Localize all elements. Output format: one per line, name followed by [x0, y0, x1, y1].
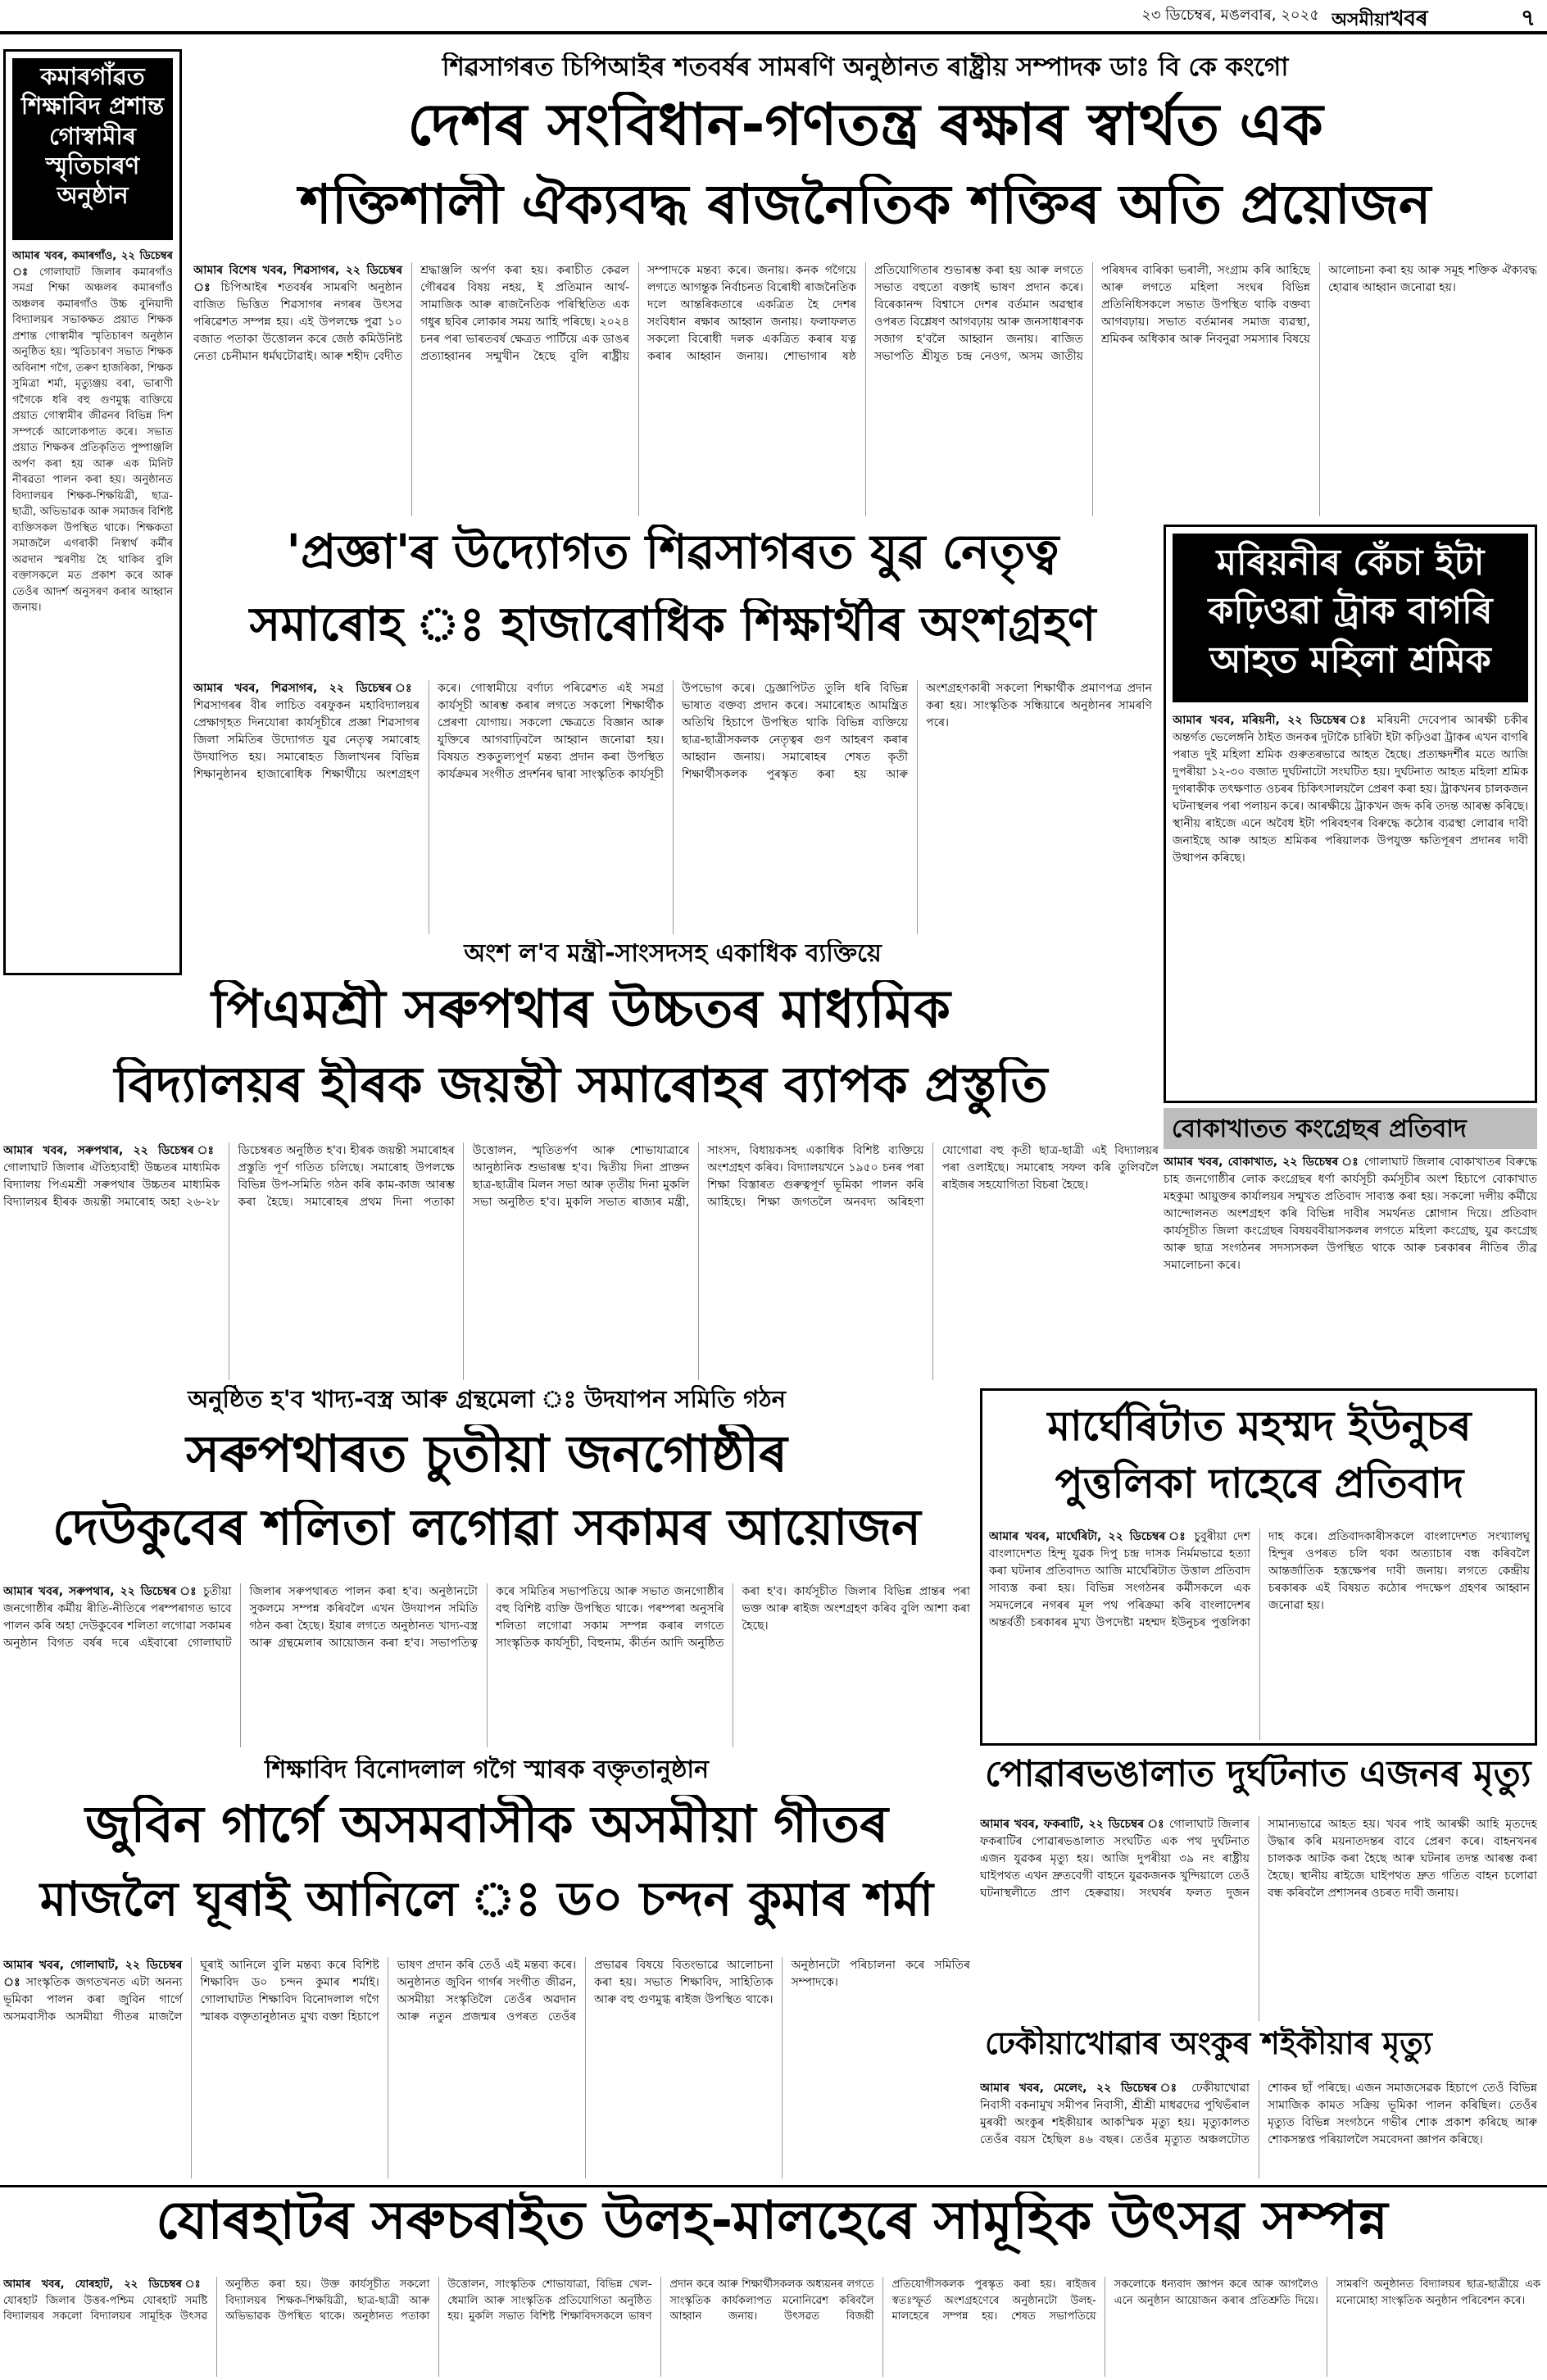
- accident-text: গোলাঘাট জিলাৰ ফকৰাটিৰ পোৱাৰভঙালাত সংঘটিত এক পথ দুৰ্ঘটনাত এজন যুৱকৰ মৃত্যু হয়। আজি দুপৰীয়া ৩৯ নং ৰাষ্ট্ৰীয় ঘাইপথত এখন দ্ৰুতবেগী বাহনে যুৱকজনক খুন্দিয়ালে তেওঁ ঘটনাস্থলীতে প্ৰাণ হেৰুৱায়। সংঘৰ্ষৰ ফলত দুজন সামান্যভাৱে আহত হয়। খবৰ পাই আৰক্ষী আহি মৃতদেহ উদ্ধাৰ কৰি ময়নাতদন্তৰ বাবে প্ৰেৰণ কৰে। বাহনখনৰ চালকক আটক কৰা হৈছে আৰু ঘটনাৰ তদন্ত আৰম্ভ কৰা হৈছে। স্থানীয় ৰাইজে ঘাইপথত দ্ৰুত গতিত বাহন চলোৱা বন্ধ কৰিবলৈ প্ৰশাসনৰ ওচৰত দাবী জনায়।: [980, 1818, 1537, 1900]
- masthead-paper-name: অসমীয়াখবৰ: [1332, 7, 1428, 30]
- chutia-kicker: অনুষ্ঠিত হ'ব খাদ্য-বস্ত্ৰ আৰু গ্ৰন্থমেলা ঃ উদযাপন সমিতি গঠন: [188, 1385, 786, 1413]
- jorhat-headline: যোৰহাটৰ সৰুচৰাইত উলহ-মালহেৰে সামূহিক উৎসৱ সম্পন্ন: [156, 2192, 1388, 2251]
- story1-headline-line2: শক্তিশালী ঐক্যবদ্ধ ৰাজনৈতিক শক্তিৰ অতি প্ৰয়োজন: [299, 174, 1431, 236]
- jorhat-dateline: আমাৰ খবৰ, যোৰহাট, ২২ ডিচেম্বৰ ঃ: [3, 2278, 208, 2291]
- story1-text: চিপিআইৰ শতবৰ্ষৰ সামৰণি অনুষ্ঠান বাজিত ভিত্তিত শিৱসাগৰ নগৰৰ উৎসৱ পৰিৱেশত সম্পন্ন হয়। এই উপলক্ষে পুৱা ১০ বজাত পতাকা উত্তোলন কৰে জেষ্ঠ কমিউনিষ্ট নেতা চেনীমান ধৰ্মঘটোৱাই। আৰু শহীদ বেদীত শ্ৰদ্ধাঞ্জলি অৰ্পণ কৰা হয়। কৰাচীত কেৱল গৌৰৱৰ বিষয় নহয়, ই প্ৰতিমান আৰ্থ-সামাজিক আৰু ৰাজনৈতিক পৰিস্থিতিত এক গধুৰ ছবিৰ লোকাৰ সময় আহি পৰিছে। ২০২৪ চনৰ পৰা ভাৰতবৰ্ষ ক্ষেত্ৰত পাৰ্টিয়ে এক ডাঙৰ প্ৰত্যাহ্বানৰ সন্মুখীন হৈছে বুলি ৰাষ্ট্ৰীয় সম্পাদকে মন্তব্য কৰে। জনায়। কনক গগৈয়ে লগতে আগন্তুক নিৰ্বাচনত বিৰোধী ৰাজনৈতিক দলে আন্তৰিকতাৰে একত্ৰিত হৈ দেশৰ সংবিধান ৰক্ষাৰ আহ্বান জনায়। ফলাফলত সকলো বিৰোধী দলক একত্ৰিত কৰাৰ যত্ন কৰাৰ আহ্বান জনায়। শোভাগাৰ ষষ্ঠ প্ৰতিযোগিতাৰ শুভাৰম্ভ কৰা হয় আৰু লগতে সভাত বহুতো বক্তাই ভাষণ প্ৰদান কৰে। বিৰেকানন্দ বিশ্বাসে দেশৰ বৰ্তমান অৱস্থাৰ ওপৰত বিশ্লেষণ আগবঢ়ায় আৰু জনসাধাৰণক সজাগ হ'বলৈ আহ্বান জনায়। ৰাজিত সভাপতি শ্ৰীযুত চন্দ্ৰ নেওগ, অসম জাতীয় পৰিষদৰ বাৰিকা ভৰালী, সংগ্ৰাম কৰি আহিছে আৰু লগতে মহিলা সংঘৰ বিভিন্ন প্ৰতিনিধিসকলে সভাত উপস্থিত থাকি বক্তব্য আগবঢ়ায়। সভাত বৰ্তমানৰ সমাজ ব্যৱস্থা, শ্ৰমিকৰ অধিকাৰ আৰু নিবনুৱা সমস্যাৰ বিষয়ে আলোচনা কৰা হয় আৰু সমূহ শক্তিক ঐক্যবদ্ধ হোৱাৰ আহ্বান জনোৱা হয়।: [193, 264, 1537, 363]
- masthead-rule: [0, 31, 1547, 34]
- accident-dateline: আমাৰ খবৰ, ফকৰাটি, ২২ ডিচেম্বৰ ঃ: [980, 1818, 1165, 1831]
- worker-box: [1164, 525, 1537, 1103]
- unus-headline: মাৰ্ঘেৰিটাত মহম্মদ ইউনুচৰ পুত্তলিকা দাহেৰে প্ৰতিবাদ: [1047, 1402, 1472, 1507]
- worker-text: মৰিয়নী দেবেপাৰ আৰক্ষী চকীৰ অন্তৰ্গত ভেলেঙ্গনি ঠাইত জনকৰ দুটাকৈ চাৰিটা ইটা কঢ়িওৱা ট্ৰাকৰ এখন বাগৰি পৰাত দুই মহিলা শ্ৰমিক গুৰুতৰভাৱে আহত হৈছে। প্ৰত্যক্ষদৰ্শীৰ মতে আজি দুপৰীয়া ১২-৩০ বজাত দুৰ্ঘটনাটো সংঘটিত হয়। দুৰ্ঘটনাত আহত মহিলা শ্ৰমিক দুগৰাকীক তৎক্ষণাত ওচৰৰ চিকিৎসালয়লৈ প্ৰেৰণ কৰা হয়। ট্ৰাকখনৰ চালকজন ঘটনাস্থলৰ পৰা পলায়ন কৰে। আৰক্ষীয়ে ট্ৰাকখন জব্দ কৰি তদন্ত আৰম্ভ কৰিছে। স্থানীয় ৰাইজে এনে অবৈধ ইটা পৰিবহণৰ বিৰুদ্ধে কঠোৰ ব্যৱস্থা লোৱাৰ দাবী জনাইছে আৰু আহত শ্ৰমিকৰ পৰিয়ালক উপযুক্ত ক্ষতিপূৰণ প্ৰদানৰ দাবী উত্থাপন কৰিছে।: [1173, 714, 1528, 865]
- story1-kicker: শিৱসাগৰত চিপিআইৰ শতবৰ্ষৰ সামৰণি অনুষ্ঠানত ৰাষ্ট্ৰীয় সম্পাদক ডাঃ বি কে কংগো: [442, 52, 1289, 82]
- unus-box: [980, 1388, 1537, 1746]
- sidebar-gossami-body: [12, 248, 173, 970]
- story1-dateline: আমাৰ বিশেষ খবৰ, শিৱসাগৰ, ২২ ডিচেম্বৰ ঃ: [193, 264, 402, 294]
- school-body: [3, 1142, 1159, 1380]
- sidebar-gossami-box: [3, 49, 182, 975]
- chutia-headline-line2: দেউকুবেৰ শলিতা লগোৱা সকামৰ আয়োজন: [52, 1500, 921, 1556]
- zubeen-dateline: আমাৰ খবৰ, গোলাঘাট, ২২ ডিচেম্বৰ ঃ: [3, 1959, 183, 1989]
- school-dateline: আমাৰ খবৰ, সৰুপথাৰ, ২২ ডিচেম্বৰ ঃ: [3, 1144, 220, 1157]
- youth-headline-line1: 'প্ৰজ্ঞা'ৰ উদ্যোগত শিৱসাগৰত যুৱ নেতৃত্ব: [286, 525, 1059, 579]
- school-headline-line2: বিদ্যালয়ৰ হীৰক জয়ন্তী সমাৰোহৰ ব্যাপক প্ৰস্তুতি: [114, 1057, 1048, 1114]
- accident-body: [980, 1816, 1537, 2021]
- school-text: গোলাঘাট জিলাৰ ঐতিহ্যবাহী উচ্চতৰ মাধ্যমিক বিদ্যালয় পিএমশ্ৰী সৰুপথাৰ উচ্চতৰ মাধ্যমিক বিদ্যালয়ৰ হীৰক জয়ন্তী সমাৰোহ অহা ২৬-২৮ ডিচেম্বৰত অনুষ্ঠিত হ'ব। হীৰক জয়ন্তী সমাৰোহৰ প্ৰস্তুতি পূৰ্ণ গতিত চলিছে। সমাৰোহ উপলক্ষে বিভিন্ন উপ-সমিতি গঠন কৰি কাম-কাজ আৰম্ভ কৰা হৈছে। সমাৰোহৰ প্ৰথম দিনা পতাকা উত্তোলন, স্মৃতিতৰ্পণ আৰু শোভাযাত্ৰাৰে আনুষ্ঠানিক শুভাৰম্ভ হ'ব। দ্বিতীয় দিনা প্ৰাক্তন ছাত্ৰ-ছাত্ৰীৰ মিলন সভা আৰু তৃতীয় দিনা মুকলি সভা অনুষ্ঠিত হ'ব। মুকলি সভাত ৰাজ্যৰ মন্ত্ৰী, সাংসদ, বিধায়কসহ একাধিক বিশিষ্ট ব্যক্তিয়ে অংশগ্ৰহণ কৰিব। বিদ্যালয়খনে ১৯৫০ চনৰ পৰা শিক্ষা বিস্তাৰত গুৰুত্বপূৰ্ণ ভূমিকা পালন কৰি আহিছে। শিক্ষা জগতলৈ অনবদ্য অৰিহণা যোগোৱা বহু কৃতী ছাত্ৰ-ছাত্ৰী এই বিদ্যালয়ৰ পৰা ওলাইছে। সমাৰোহ সফল কৰি তুলিবলৈ ৰাইজৰ সহযোগিতা বিচৰা হৈছে।: [3, 1144, 1159, 1209]
- unus-text: চুবুৰীয়া দেশ বাংলাদেশত হিন্দু যুৱক দিপু চন্দ্ৰ দাসক নিৰ্মমভাৱে হত্যা কৰা ঘটনাৰ প্ৰতিবাদত আজি মাৰ্ঘেৰিটাত উত্তাল প্ৰতিবাদ সাব্যস্ত কৰা হয়। বিভিন্ন সংগঠনৰ কৰ্মীসকলে এক সমদলেৰে নগৰৰ মূল পথ পৰিক্ৰমা কৰি বাংলাদেশৰ অন্তৰ্বৰ্তী চৰকাৰৰ মুখ্য উপদেষ্টা মহম্মদ ইউনুচৰ পুত্তলিকা দাহ কৰে। প্ৰতিবাদকাৰীসকলে বাংলাদেশত সংখ্যালঘু হিন্দুৰ ওপৰত চলি থকা অত্যাচাৰ বন্ধ কৰিবলৈ আন্তৰ্জাতিক হস্তক্ষেপৰ দাবী জনায়। লগতে কেন্দ্ৰীয় চৰকাৰক এই বিষয়ত কঠোৰ পদক্ষেপ গ্ৰহণৰ আহ্বান জনোৱা হয়।: [989, 1530, 1530, 1629]
- section-rule-bottom: [0, 2185, 1547, 2187]
- zubeen-kicker: শিক্ষাবিদ বিনোদলাল গগৈ স্মাৰক বক্তৃতানুষ্ঠান: [264, 1755, 710, 1784]
- youth-text: শিৱসাগৰৰ বীৰ লাচিত বৰফুকন মহাবিদ্যালয়ৰ প্ৰেক্ষাগৃহত দিনযোৰা কাৰ্যসূচীৰে প্ৰজ্ঞা শিৱসাগৰ জিলা সমিতিৰ উদ্যোগত যুৱ নেতৃত্ব সমাৰোহ উদযাপিত হয়। সমাৰোহত জিলাখনৰ বিভিন্ন শিক্ষানুষ্ঠানৰ হাজাৰোধিক শিক্ষাৰ্থীয়ে অংশগ্ৰহণ কৰে। গোস্বামীয়ে বৰ্ণাঢ্য পৰিৱেশত এই সমগ্ৰ কাৰ্যসূচী আৰম্ভ কৰাৰ লগতে সকলো শিক্ষাৰ্থীক প্ৰেৰণা যোগায়। সকলো ক্ষেত্ৰতে বিজ্ঞান আৰু যুক্তিৰে আগবাঢ়িবলৈ আহ্বান জনোৱা হয়। বিষয়ত শুকতুল্যপূৰ্ণ মন্তব্য প্ৰদান কৰা উপস্থিত কাৰ্যক্ৰমৰ সংগীত প্ৰদৰ্শনৰ দ্বাৰা সাংস্কৃতিক কাৰ্যসূচী উপভোগ কৰে। চ্ৰেজ্ঞাপিটত তুলি ধৰি বিভিন্ন ভাষাত বক্তব্য প্ৰদান কৰে। সমাৰোহত আমন্ত্ৰিত অতিথি হিচাপে উপস্থিত থাকি বিভিন্ন ব্যক্তিয়ে ছাত্ৰ-ছাত্ৰীসকলক নেতৃত্বৰ গুণ আহৰণ কৰাৰ আহ্বান জনায়। সমাৰোহৰ শেষত কৃতী শিক্ষাৰ্থীসকলক পুৰস্কৃত কৰা হয় আৰু অংশগ্ৰহণকাৰী সকলো শিক্ষাৰ্থীক প্ৰমাণপত্ৰ প্ৰদান কৰা হয়। সাংস্কৃতিক সন্ধিয়াৰে অনুষ্ঠানৰ সামৰণি পৰে।: [193, 682, 1152, 781]
- school-headline-line1: পিএমশ্ৰী সৰুপথাৰ উচ্চতৰ মাধ্যমিক: [211, 980, 950, 1040]
- zubeen-text: সাংস্কৃতিক জগতখনত এটা অনন্য ভূমিকা পালন কৰা জুবিন গাৰ্গে অসমবাসীক অসমীয়া গীতৰ মাজলৈ ঘূৰাই আনিলে বুলি মন্তব্য কৰে বিশিষ্ট শিক্ষাবিদ ড০ চন্দন কুমাৰ শৰ্মাই। গোলাঘাটত শিক্ষাবিদ বিনোদলাল গগৈ স্মাৰক বক্তৃতানুষ্ঠানত মুখ্য বক্তা হিচাপে ভাষণ প্ৰদান কৰি তেওঁ এই মন্তব্য কৰে। অনুষ্ঠানত জুবিন গাৰ্গৰ সংগীত জীৱন, অসমীয়া সংস্কৃতিলৈ তেওঁৰ অৱদান আৰু নতুন প্ৰজন্মৰ ওপৰত তেওঁৰ প্ৰভাৱৰ বিষয়ে বিতংভাৱে আলোচনা কৰা হয়। সভাত শিক্ষাবিদ, সাহিত্যিক আৰু বহু গুণমুগ্ধ ৰাইজ উপস্থিত থাকে। অনুষ্ঠানটো পৰিচালনা কৰে সমিতিৰ সম্পাদকে।: [3, 1959, 970, 2023]
- masthead-date: ২৩ ডিচেম্বৰ, মঙলবাৰ, ২০২৫: [1141, 7, 1319, 24]
- worker-dateline: আমাৰ খবৰ, মৰিয়নী, ২২ ডিচেম্বৰ ঃ: [1173, 714, 1370, 727]
- school-kicker: অংশ ল'ব মন্ত্ৰী-সাংসদসহ একাধিক ব্যক্তিয়ে: [464, 939, 882, 968]
- accident-headline: পোৱাৰভঙালাত দুৰ্ঘটনাত এজনৰ মৃত্যু: [985, 1754, 1531, 1795]
- zubeen-headline-line2: মাজলৈ ঘূৰাই আনিলে ঃ ড০ চন্দন কুমাৰ শৰ্মা: [39, 1872, 934, 1927]
- chutia-body: [3, 1583, 970, 1747]
- sidebar-gossami-dateline: আমাৰ খবৰ, কমাৰগাঁও, ২২ ডিচেম্বৰ ঃ: [12, 250, 173, 279]
- story1-headline-line1: দেশৰ সংবিধান-গণতন্ত্ৰ ৰক্ষাৰ স্বাৰ্থত এক: [407, 92, 1323, 158]
- worker-body: [1173, 712, 1528, 1097]
- zubeen-body: [3, 1957, 970, 2178]
- chutia-dateline: আমাৰ খবৰ, সৰুপথাৰ, ২২ ডিচেম্বৰ ঃ: [3, 1585, 198, 1598]
- death-text: ঢেকীয়াখোৱা নিবাসী বকনামুখ সমীপৰ নিবাসী, শ্ৰীশ্ৰী মাধৱদেৱ পুথিভঁৰাল মুৰব্বী অংকুৰ শইকীয়াৰ আকস্মিক মৃত্যু হয়। মৃত্যুকালত তেওঁৰ বয়স হৈছিল ৪৬ বছৰ। তেওঁৰ মৃত্যুত অঞ্চলটোত শোকৰ ছাঁ পৰিছে। এজন সমাজসেৱক হিচাপে তেওঁ বিভিন্ন সামাজিক কামত সক্ৰিয় ভূমিকা পালন কৰিছিল। তেওঁৰ মৃত্যুত বিভিন্ন সংগঠনে গভীৰ শোক প্ৰকাশ কৰিছে আৰু শোকসন্তপ্ত পৰিয়াললৈ সমবেদনা জ্ঞাপন কৰিছে।: [980, 2082, 1537, 2146]
- death-body: [980, 2080, 1537, 2178]
- jorhat-text: যোৰহাট জিলাৰ উত্তৰ-পশ্চিম যোৰহাট সমষ্টি বিদ্যালয়ৰ সকলো বিদ্যালয়ৰ সামূহিক উৎসৱ অনুষ্ঠিত কৰা হয়। উক্ত কাৰ্যসূচীত সকলো বিদ্যালয়ৰ শিক্ষক-শিক্ষয়িত্ৰী, ছাত্ৰ-ছাত্ৰী আৰু অভিভাৱক উপস্থিত থাকে। অনুষ্ঠানত পতাকা উত্তোলন, সাংস্কৃতিক শোভাযাত্ৰা, বিভিন্ন খেল-ধেমালি আৰু সাংস্কৃতিক প্ৰতিযোগিতা অনুষ্ঠিত হয়। মুকলি সভাত বিশিষ্ট শিক্ষাবিদসকলে ভাষণ প্ৰদান কৰে আৰু শিক্ষাৰ্থীসকলক অধ্যয়নৰ লগতে সাংস্কৃতিক কাৰ্যকলাপত মনোনিৱেশ কৰিবলৈ আহ্বান জনায়। উৎসৱত বিজয়ী প্ৰতিযোগীসকলক পুৰস্কৃত কৰা হয়। ৰাইজৰ স্বতঃস্ফূৰ্ত অংশগ্ৰহণেৰে অনুষ্ঠানটো উলহ-মালহেৰে সম্পন্ন হয়। শেষত সভাপতিয়ে সকলোকে ধন্যবাদ জ্ঞাপন কৰে আৰু আগলৈও এনে অনুষ্ঠান আয়োজন কৰাৰ প্ৰতিশ্ৰুতি দিয়ে। সামৰণি অনুষ্ঠানত বিদ্যালয়ৰ ছাত্ৰ-ছাত্ৰীয়ে এক মনোমোহা সাংস্কৃতিক অনুষ্ঠান পৰিবেশন কৰে।: [3, 2278, 1540, 2323]
- sidebar-gossami-text: গোলাঘাট জিলাৰ কমাৰগাঁও সমগ্ৰ শিক্ষা অঞ্চলৰ কমাৰগাঁও অঞ্চলৰ কমাৰগাঁও উচ্চ বুনিয়াদী বিদ্যালয়ৰ সভাকক্ষত প্ৰয়াত শিক্ষক প্ৰশান্ত গোস্বামীৰ স্মৃতিচাৰণ অনুষ্ঠান অনুষ্ঠিত হয়। স্মৃতিচাৰণ সভাত শিক্ষক অবিনাশ গগৈ, তৰুণ হাজৰিকা, শিক্ষক সুমিত্ৰা শৰ্মা, মৃত্যুঞ্জয় বৰা, ভাৰাণী গগৈকে ধৰি বহু গুণমুগ্ধ ব্যক্তিয়ে প্ৰয়াত গোস্বামীৰ জীৱনৰ বিভিন্ন দিশ সম্পৰ্কে আলোকপাত কৰে। সভাত প্ৰয়াত শিক্ষকৰ প্ৰতিকৃতিত পুষ্পাঞ্জলি অৰ্পণ কৰা হয় আৰু এক মিনিট নীৰৱতা পালন কৰা হয়। অনুষ্ঠানত বিদ্যালয়ৰ শিক্ষক-শিক্ষয়িত্ৰী, ছাত্ৰ-ছাত্ৰী, অভিভাৱক আৰু সমাজৰ বিশিষ্ট ব্যক্তিসকল উপস্থিত থাকে। শিক্ষকতা সমাজলৈ এগৰাকী নিস্বাৰ্থ কৰ্মীৰ অৱদান স্মৰণীয় হৈ থাকিব বুলি বক্তাসকলে মত প্ৰকাশ কৰে আৰু তেওঁৰ আদৰ্শ অনুসৰণ কৰাৰ আহ্বান জনায়।: [12, 266, 173, 614]
- youth-headline-line2: সমাৰোহ ঃ হাজাৰোধিক শিক্ষাৰ্থীৰ অংশগ্ৰহণ: [249, 598, 1096, 652]
- story1-body: [193, 262, 1537, 516]
- masthead-page-number: ৭: [1520, 4, 1536, 30]
- congress-headline: বোকাখাতত কংগ্ৰেছৰ প্ৰতিবাদ: [1164, 1108, 1537, 1149]
- youth-body: [193, 680, 1152, 934]
- chutia-headline-line1: সৰুপথাৰত চুতীয়া জনগোষ্ঠীৰ: [186, 1424, 787, 1483]
- congress-body: [1164, 1154, 1537, 1385]
- chutia-text: চুতীয়া জনগোষ্ঠীৰ কৰ্মীয় ৰীতি-নীতিৰে পৰম্পৰাগত ভাবে পালন কৰি অহা দেউকুবেৰ শলিতা লগোৱা সকামৰ অনুষ্ঠান বিগত বৰ্ষৰ দৰে এইবাৰো গোলাঘাট জিলাৰ সৰুপথাৰত পালন কৰা হ'ব। অনুষ্ঠানটো সুকলমে সম্পন্ন কৰিবলৈ এখন উদযাপন সমিতি গঠন কৰা হৈছে। ইয়াৰ লগতে অনুষ্ঠানত খাদ্য-বস্ত্ৰ আৰু গ্ৰন্থমেলাৰ আয়োজন কৰা হ'ব। সভাপতিত্ব কৰে সমিতিৰ সভাপতিয়ে আৰু সভাত জনগোষ্ঠীৰ বহু বিশিষ্ট ব্যক্তি উপস্থিত থাকে। পৰম্পৰা অনুসৰি শলিতা লগোৱা সকাম সম্পন্ন কৰাৰ লগতে সাংস্কৃতিক কাৰ্যসূচী, বিহুনাম, কীৰ্তন আদি অনুষ্ঠিত কৰা হ'ব। কাৰ্যসূচীত জিলাৰ বিভিন্ন প্ৰান্তৰ পৰা ভক্ত আৰু ৰাইজ অংশগ্ৰহণ কৰিব বুলি আশা কৰা হৈছে।: [3, 1585, 970, 1650]
- worker-headline: মৰিয়নীৰ কেঁচা ইটা কঢ়িওৱা ট্ৰাক বাগৰি আহত মহিলা শ্ৰমিক: [1173, 534, 1528, 702]
- death-dateline: আমাৰ খবৰ, মেলেং, ২২ ডিচেম্বৰ ঃ: [980, 2082, 1182, 2095]
- zubeen-headline-line1: জুবিন গাৰ্গে অসমবাসীক অসমীয়া গীতৰ: [85, 1795, 888, 1854]
- unus-body: [989, 1528, 1530, 1740]
- unus-dateline: আমাৰ খবৰ, মাৰ্ঘেৰিটা, ২২ ডিচেম্বৰ ঃ: [989, 1530, 1188, 1543]
- congress-dateline: আমাৰ খবৰ, বোকাখাত, ২২ ডিচেম্বৰ ঃ: [1164, 1156, 1360, 1169]
- youth-dateline: আমাৰ খবৰ, শিৱসাগৰ, ২২ ডিচেম্বৰ ঃ: [193, 682, 420, 695]
- congress-text: গোলাঘাট জিলাৰ বোকাখাতৰ বিৰুদ্ধে চাহ জনগোষ্ঠীৰ লোক কংগ্ৰেছৰ ধৰ্ণা কাৰ্যসূচী কৰ্মসূচীৰ অংশ হিচাপে বোকাখাত মহকুমা আয়ুক্তৰ কাৰ্যালয়ৰ সন্মুখত প্ৰতিবাদ সাব্যস্ত কৰা হয়। সকলো দলীয় কৰ্মীয়ে আন্দোলনত অংশগ্ৰহণ কৰি বিভিন্ন দাবীৰ সমৰ্থনত শ্লোগান দিয়ে। প্ৰতিবাদ কাৰ্যসূচীত জিলা কংগ্ৰেছৰ বিষয়ববীয়াসকলৰ লগতে মহিলা কংগ্ৰেছ, যুৱ কংগ্ৰেছ আৰু ছাত্ৰ সংগঠনৰ সদস্যসকল উপস্থিত থাকে আৰু চৰকাৰৰ নীতিৰ তীব্ৰ সমালোচনা কৰে।: [1164, 1156, 1537, 1272]
- death-headline: ঢেকীয়াখোৱাৰ অংকুৰ শইকীয়াৰ মৃত্যু: [985, 2026, 1432, 2061]
- jorhat-body: [3, 2277, 1540, 2377]
- sidebar-gossami-headline: কমাৰগাঁৱত শিক্ষাবিদ প্ৰশান্ত গোস্বামীৰ স্মৃতিচাৰণ অনুষ্ঠান: [12, 58, 173, 240]
